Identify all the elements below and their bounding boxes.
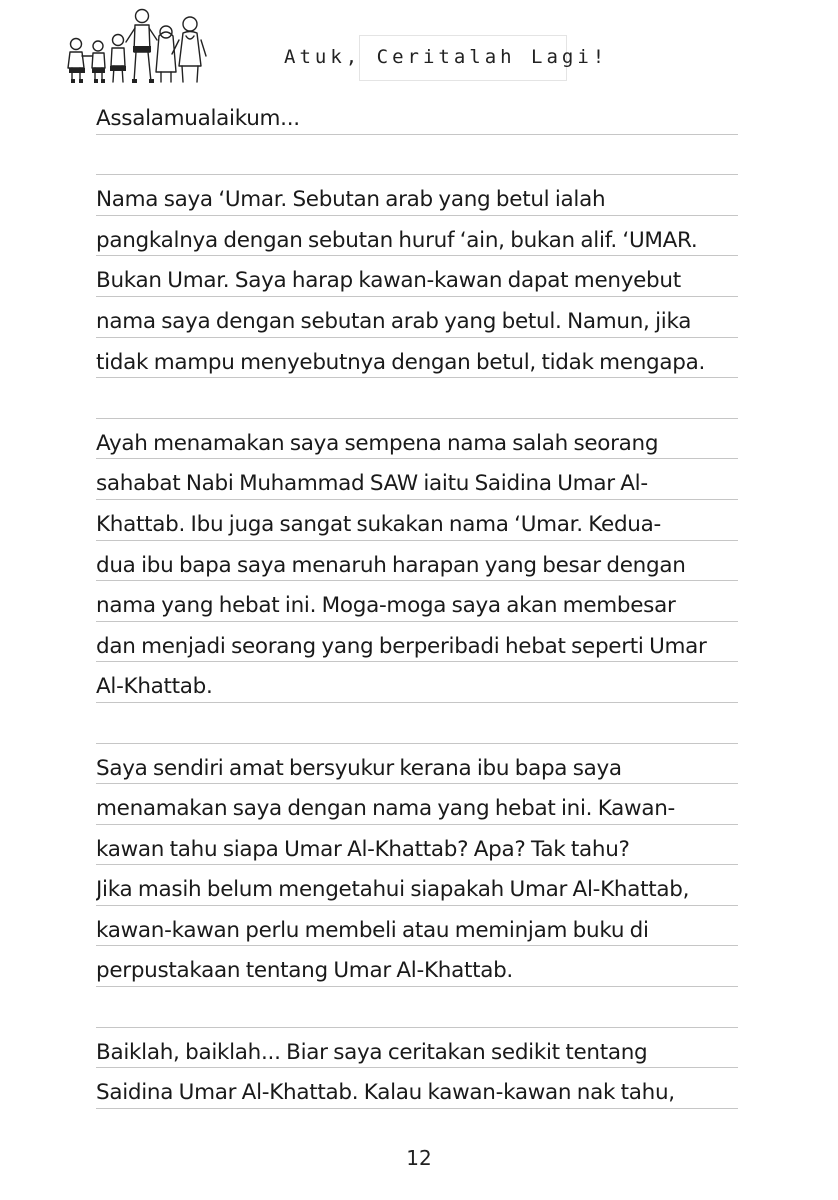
book-title: Atuk, Ceritalah Lagi! xyxy=(284,46,609,68)
text-line: Ayah menamakan saya sempena nama salah seorang xyxy=(96,419,738,460)
text-line: Saidina Umar Al-Khattab. Kalau kawan-kawan nak tahu, xyxy=(96,1068,738,1109)
text-line: dan menjadi seorang yang berperibadi hebat seperti Umar xyxy=(96,622,738,663)
family-sketch-icon xyxy=(62,6,212,88)
blank-ruled-line xyxy=(96,135,738,176)
text-line: kawan tahu siapa Umar Al-Khattab? Apa? Tak tahu? xyxy=(96,825,738,866)
text-line: Saya sendiri amat bersyukur kerana ibu bapa saya xyxy=(96,744,738,785)
text-line: Al-Khattab. xyxy=(96,662,738,703)
text-line: kawan-kawan perlu membeli atau meminjam buku di xyxy=(96,906,738,947)
text-line: menamakan saya dengan nama yang hebat ini. Kawan- xyxy=(96,784,738,825)
text-line: nama yang hebat ini. Moga-moga saya akan membesar xyxy=(96,581,738,622)
text-line: tidak mampu menyebutnya dengan betul, tidak mengapa. xyxy=(96,338,738,379)
page-body xyxy=(96,94,738,1109)
blank-ruled-line xyxy=(96,987,738,1028)
text-line: Assalamualaikum... xyxy=(96,94,738,135)
text-line: Baiklah, baiklah... Biar saya ceritakan sedikit tentang xyxy=(96,1028,738,1069)
text-line: perpustakaan tentang Umar Al-Khattab. xyxy=(96,946,738,987)
text-line: Nama saya ‘Umar. Sebutan arab yang betul ialah xyxy=(96,175,738,216)
text-line: dua ibu bapa saya menaruh harapan yang besar dengan xyxy=(96,541,738,582)
blank-ruled-line xyxy=(96,703,738,744)
text-line: pangkalnya dengan sebutan huruf ‘ain, bukan alif. ‘UMAR. xyxy=(96,216,738,257)
blank-ruled-line xyxy=(96,378,738,419)
page-number: 12 xyxy=(406,1146,432,1170)
text-line: nama saya dengan sebutan arab yang betul. Namun, jika xyxy=(96,297,738,338)
text-line: Khattab. Ibu juga sangat sukakan nama ‘Umar. Kedua- xyxy=(96,500,738,541)
text-line: sahabat Nabi Muhammad SAW iaitu Saidina Umar Al- xyxy=(96,459,738,500)
text-line: Bukan Umar. Saya harap kawan-kawan dapat menyebut xyxy=(96,256,738,297)
text-line: Jika masih belum mengetahui siapakah Umar Al-Khattab, xyxy=(96,865,738,906)
